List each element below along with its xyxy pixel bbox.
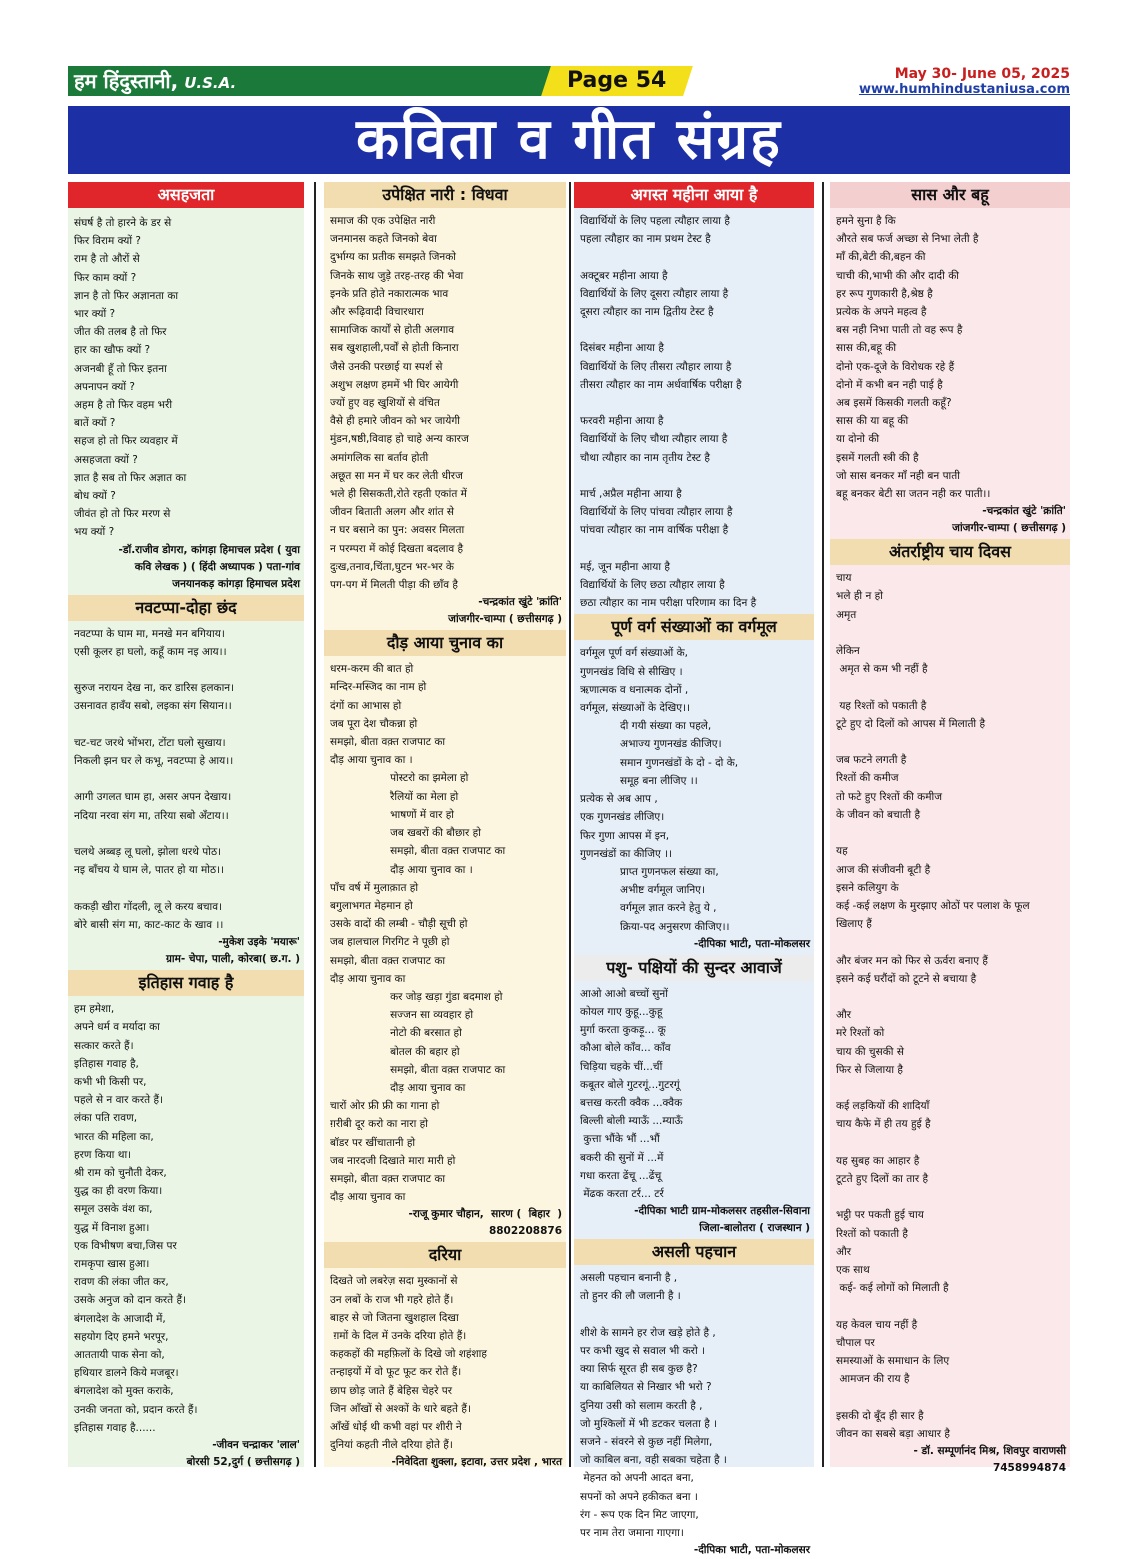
poem-title: असली पहचान [574,1239,814,1265]
poem-body: धरम-करम की बात हो मन्दिर-मस्जिद का नाम हो दंगों का आभास हो जब पूरा देश चौकन्ना हो समझो, बीता वक़्त राजपाट का दौड़ आया चुनाव का । पोस्टरो का झमेला हो रैलियों का मेला हो भाषणों में वार हो जब खबरों की बौछार हो समझो, बीता वक़्त राजपाट का दौड़ आया चुनाव का । पाँच वर्ष में मुलाक़ात हो बगुलाभगत मेहमान हो उसके वादों की लम्बी - चौड़ी सूची हो जब हालचाल गिरगिट ने पूछी हो समझो, बीता वक़्त राजपाट का दौड़ आया चुनाव का कर जोड़ खड़ा गुंडा बदमाश हो सज्जन सा व्यवहार हो नोटो की बरसात हो बोतल की बहार हो समझो, बीता वक़्त राजपाट का दौड़ आया चुनाव का चारों ओर फ्री फ्री का गाना हो ग़रीबी दूर करो का नारा हो बॉडर पर खींचातानी हो जब नारदजी दिखाते मारा मारी हो समझो, बीता वक़्त राजपाट का दौड़ आया चुनाव का [330,663,506,1204]
poem-title: नवटप्पा-दोहा छंद [68,595,304,621]
poem-body: दिखते जो लबरेज़ सदा मुस्कानों से उन लबों के राज भी गहरे होते हैं। बाहर से जो जितना खुशहाल दिखा ग़मों के दिल में उनके दरिया होते हैं। कहकहों की महफ़िलों के दिखे जो शहंशाह तन्हाइयों में वो फूट फूट कर रोते हैं। छाप छोड़ जाते हैं बेहिस चेहरे पर जिन आँखों से अश्कों के धारे बहते हैं। आँखें धोई थी कभी वहां पर शीरी ने दुनियां कहती नीले दरिया होते हैं। [330,1275,487,1452]
poem-title: अगस्त महीना आया है [574,182,814,208]
poem-body: विद्यार्थियों के लिए पहला त्यौहार लाया है पहला त्यौहार का नाम प्रथम टेस्ट है अक्टूबर महीना आया है विद्यार्थियों के लिए दूसरा त्यौहार लाया है दूसरा त्यौहार का नाम द्वितीय टेस्ट है दिसंबर महीना आया है विद्यार्थियों के लिए तीसरा त्यौहार लाया है तीसरा त्यौहार का नाम अर्धवार्षिक परीक्षा है फरवरी महीना आया है विद्यार्थियों के लिए चौथा त्यौहार लाया है चौथा त्यौहार का नाम तृतीय टेस्ट है मार्च ,अप्रैल महीना आया है विद्यार्थियों के लिए पांचवा त्यौहार लाया है पांचवा त्यौहार का नाम वार्षिक परीक्षा है मई, जून महीना आया है विद्यार्थियों के लिए छठा त्यौहार लाया है छठा त्यौहार का नाम परीक्षा परिणाम का दिन है [580,215,757,610]
column-divider [822,182,824,1467]
page-number: Page 54 [567,68,667,93]
poem-title: अंतर्राष्ट्रीय चाय दिवस [830,539,1070,565]
poem-body: संघर्ष है तो हारने के डर से फिर विराम क्यों ? राम है तो औरों से फिर काम क्यों ? ज्ञान है तो फिर अज्ञानता का भार क्यों ? जीत की तलब है तो फिर हार का खौफ क्यों ? अजनबी हूँ तो फिर इतना अपनापन क्यों ? अहम है तो फिर वहम भरी बातें क्यों ? सहज हो तो फिर व्यवहार में असहजता क्यों ? ज्ञात है सब तो फिर अज्ञात का बोध क्यों ? जीवंत हो तो फिर मरण से भय क्यों ? [74,217,187,539]
poem-author: -चन्द्रकांत खुंटे 'क्रांति' जांजगीर-चाम्पा ( छत्तीसगढ़ ) [952,505,1066,535]
poem-body: समाज की एक उपेक्षित नारी जनमानस कहते जिनको बेवा दुर्भाग्य का प्रतीक समझते जिनको जिनके साथ जुड़े तरह-तरह की भेवा इनके प्रति होते नकारात्मक भाव और रूढ़िवादी विचारधारा सामाजिक कार्यों से होती अलगाव सब खुशहाली,पर्वों से होती किनारा जैसे उनकी परछाई या स्पर्श से अशुभ लक्षण हममें भी घिर आयेगी ज्यों हुए वह खुशियों से वंचित वैसे ही हमारे जीवन को भर जायेगी मुंडन,षष्ठी,विवाह हो चाहे अन्य कारज अमांगलिक सा बर्ताव होती अछूत सा मन में घर कर लेती धीरज भले ही सिसकती,रोते रहती एकांत में जीवन बिताती अलग और शांत से न घर बसाने का पुन: अवसर मिलता न परम्परा में कोई दिखता बदलाव है दुःख,तनाव,चिंता,घुटन भर-भर के पग-पग में मिलती पीड़ा की छाँव है [330,215,469,592]
poem-body: हम हमेशा, अपने धर्म व मर्यादा का सत्कार करते हैं। इतिहास गवाह है, कभी भी किसी पर, पहले से न वार करते हैं। लंका पति रावण, भारत की महिला का, हरण किया था। श्री राम को चुनौती देकर, युद्ध का ही वरण किया। समूल उसके वंश का, युद्ध में विनाश हुआ। एक विभीषण बचा,जिस पर रामकृपा खास हुआ। रावण की लंका जीत कर, उसके अनुज को दान करते हैं। बंगलादेश के आजादी में, सहयोग दिए हमने भरपूर, आततायी पाक सेना को, हथियार डालने किये मजबूर। बंगलादेश को मुक्त कराके, उनकी जनता को, प्रदान करते हैं। इतिहास गवाह है...... [74,1003,198,1434]
poem-body: हमने सुना है कि औरते सब फर्ज अच्छा से निभा लेती है माँ की,बेटी की,बहन की चाची की,भाभी की और दादी की हर रूप गुणकारी है,श्रेष्ठ है प्रत्येक के अपने महत्व है बस नही निभा पाती तो वह रूप है सास की,बहू की दोनो एक-दूजे के विरोधक रहे हैं दोनो में कभी बन नही पाई है अब इसमें किसकी गलती कहूँ? सास की या बहू की या दोनो की इसमें गलती स्त्री की है जो सास बनकर माँ नही बन पाती बहू बनकर बेटी सा जतन नही कर पाती।। [836,215,991,501]
poem-author: -मुकेश उइके 'मयारू' ग्राम- चेपा, पाली, कोरबा( छ.ग. ) [165,936,300,966]
poem-body: चाय भले ही न हो अमृत लेकिन अमृत से कम भी नहीं है यह रिश्तों को पकाती है टूटे हुए दो दिलों को आपस में मिलाती है जब फटने लगती है रिश्तों की कमीज तो फटे हुए रिश्तों की कमीज के जीवन को बचाती है यह आज की संजीवनी बूटी है इसने कलियुग के कई -कई लक्षण के मुरझाए ओठों पर पलाश के फूल खिलाए हैं और बंजर मन को फिर से ऊर्वरा बनाए हैं इसने कई घरौंदों को टूटने से बचाया है और मरे रिश्तों को चाय की चुसकी से फिर से जिलाया है कई लड़कियों की शादियाँ चाय कैफे में ही तय हुई है यह सुबह का आहार है टूटते हुए दिलों का तार है भट्ठी पर पकती हुई चाय रिश्तों को पकाती है और एक साथ कई- कई लोगों को मिलाती है यह केवल चाय नहीं है चौपाल पर समस्याओं के समाधान के लिए आमजन की राय है इसकी दो बूँद ही सार है जीवन का सबसे बड़ा आधार है [836,572,1030,1440]
column-2 [324,182,566,1467]
poem-title: सास और बहू [830,182,1070,208]
poem-body: आओ आओ बच्चों सुनों कोयल गाए कुहू...कुहू मुर्गा करता कुकड़ू... कू कौआ बोले काँव... काँव चिड़िया चहके चीं...चीं कबूतर बोले गुटरगूं...गुटरगूं बत्तख करती क्वैक ...क्वैक बिल्ली बोली म्याऊँ ...म्याऊँ कुत्ता भौंके भौं ...भौं बकरी की सुनों में ...में गधा करता ढेंचू ...ढेंचू मेंढक करता टर्र... टर्र [580,987,683,1200]
poem-author: - डॉ. सम्पूर्णानंद मिश्र, शिवपुर वाराणसी 7458994874 [913,1445,1066,1474]
page-number-box [541,66,693,96]
section-banner: कविता व गीत संग्रह [68,106,1070,174]
poem-author: -जीवन चन्द्राकर 'लाल' बोरसी 52,दुर्ग ( छत्तीसगढ़ ) [186,1438,300,1468]
poem-author: -चन्द्रकांत खुंटे 'क्रांति' जांजगीर-चाम्पा ( छत्तीसगढ़ ) [448,596,562,626]
poem-title: दौड़ आया चुनाव का [324,630,566,656]
website-link[interactable]: www.humhindustaniusa.com [858,82,1070,97]
poem-title: पशु- पक्षियों की सुन्दर आवाजें [574,955,814,981]
poem-title: पूर्ण वर्ग संख्याओं का वर्गमूल [574,614,814,640]
poem-author: -निवेदिता शुक्ला, इटावा, उत्तर प्रदेश , भारत [391,1456,562,1469]
poem-title: असहजता [68,182,304,208]
poem-title: उपेक्षित नारी : विधवा [324,182,566,208]
column-3 [574,182,814,1557]
column-1 [68,182,304,1467]
brand-bar [68,66,568,96]
issue-date: May 30- June 05, 2025 [894,66,1070,82]
poem-body: वर्गमूल पूर्ण वर्ग संख्याओं के, गुणनखंड विधि से सीखिए । ऋणात्मक व धनात्मक दोनों , वर्गमूल, संख्याओं के देखिए।। दी गयी संख्या का पहले, अभाज्य गुणनखंड कीजिए। समान गुणनखंडों के दो - दो के, समूह बना लीजिए ।। प्रत्येक से अब आप , एक गुणनखंड लीजिए। फिर गुणा आपस में इन, गुणनखंडों का कीजिए ।। प्राप्त गुणनफल संख्या का, अभीष्ट वर्गमूल जानिए। वर्गमूल ज्ञात करने हेतु ये , क्रिया-पद अनुसरण कीजिए।। [580,647,739,933]
poem-title: दरिया [324,1242,566,1268]
page-header [68,66,1070,100]
column-divider [314,182,316,1467]
poem-author: -डॉ.राजीव डोगरा, कांगड़ा हिमाचल प्रदेश ( युवा कवि लेखक ) ( हिंदी अध्यापक ) पता-गांव जनयानकड़ कांगड़ा हिमाचल प्रदेश [118,543,300,590]
column-4 [830,182,1070,1474]
poem-author: -दीपिका भाटी, पता-मोकलसर [693,1544,810,1557]
poem-body: असली पहचान बनानी है , तो हुनर की लौ जलानी है । शीशे के सामने हर रोज खड़े होते है , पर कभी खुद से सवाल भी करो । क्या सिर्फ सूरत ही सब कुछ है? या काबिलियत से निखार भी भरो ? दुनिया उसी को सलाम करती है , जो मुश्किलों में भी डटकर चलता है । सजने - संवरने से कुछ नहीं मिलेगा, जो काबिल बना, वही सबका चहेता है । मेहनत को अपनी आदत बना, सपनों को अपने हकीकत बना । रंग - रूप एक दिन मिट जाएगा, पर नाम तेरा जमाना गाएगा। [580,1272,727,1539]
column-divider [569,182,571,1467]
poem-author: -दीपिका भाटी ग्राम-मोकलसर तहसील-सिवाना जिला-बालोतरा ( राजस्थान ) [634,1205,810,1235]
brand-region: U.S.A. [184,74,237,92]
poem-body: नवटप्पा के घाम मा, मनखे मन बगियाय। एसी कूलर हा घलो, कहूँ काम नइ आय।। सुरुज नरायन देख ना, कर डारिस हलकान। उसनावत हावँय सबो, लइका संग सियान।। चट-चट जरथे भोंभरा, टोंटा घलो सुखाय। निकली झन घर ले कभू, नवटप्पा हे आय।। आगी उगलत घाम हा, असर अपन देखाय। नदिया नरवा संग मा, तरिया सबो अँटाय।। चलथे अब्बड़ लू घलो, झोला धरथे पोठ। नइ बाँचय ये घाम ले, पातर हो या मोठ।। ककड़ी खीरा गोंदली, लू ले करय बचाव। बोरे बासी संग मा, काट-काट के खाव ।। [74,627,235,931]
poem-author: -राजू कुमार चौहान, सारण ( बिहार ) 8802208876 [408,1208,562,1238]
brand-name: हम हिंदुस्तानी, [74,69,179,93]
poem-title: इतिहास गवाह है [68,970,304,996]
poem-author: -दीपिका भाटी, पता-मोकलसर [693,937,810,950]
